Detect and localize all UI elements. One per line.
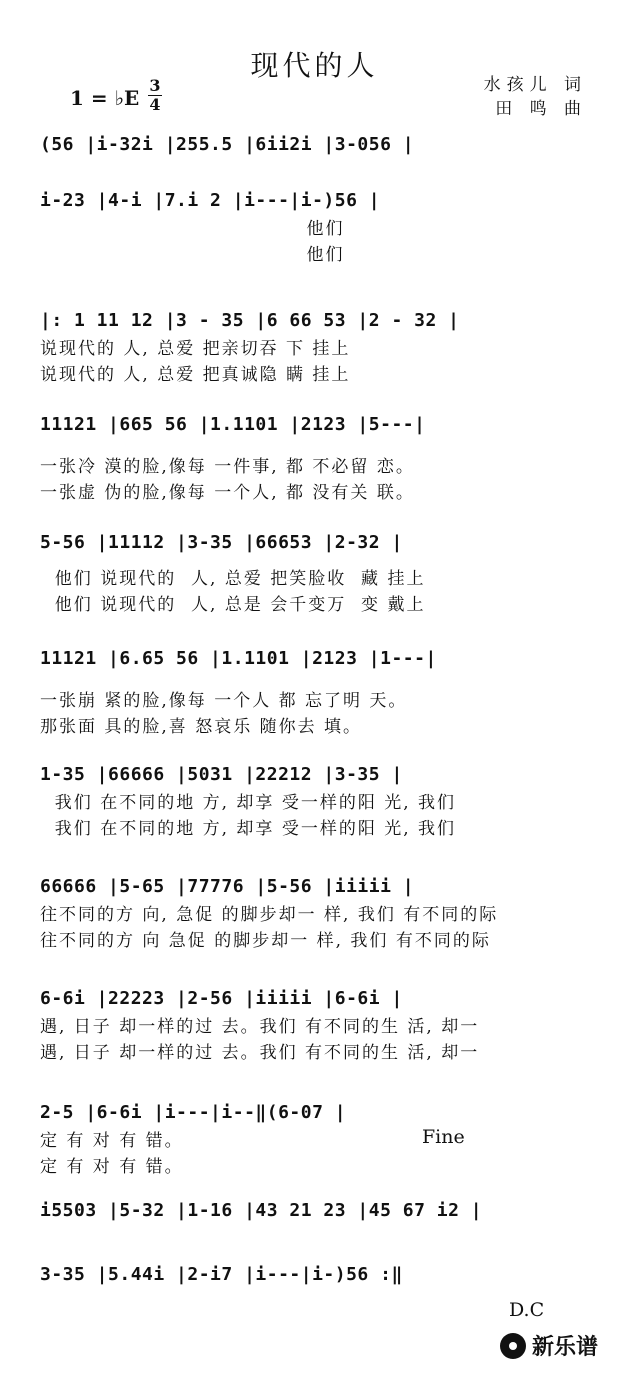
system-8 (40, 872, 588, 954)
system-7 (40, 760, 588, 842)
notation-line: 11121 |6.65 56 |1.1101 |2123 |1---| (40, 648, 437, 669)
lyric-verse-2: 他们 说现代的 人, 总是 会千变万 变 戴上 (40, 595, 426, 615)
notation-line: i5503 |5-32 |1-16 |43 21 23 |45 67 i2 | (40, 1200, 483, 1221)
lyric-verse-2: 遇, 日子 却一样的过 去。我们 有不同的生 活, 却一 (40, 1043, 480, 1063)
key-signature: 1 = ♭E (70, 86, 140, 110)
meter-bottom: 4 (149, 95, 161, 114)
lyric-verse-2: 我们 在不同的地 方, 却享 受一样的阳 光, 我们 (40, 819, 457, 839)
notation-line: 3-35 |5.44i |2-i7 |i---|i-)56 :‖ (40, 1264, 403, 1285)
lyric-verse-2: 一张虚 伪的脸,像每 一个人, 都 没有关 联。 (40, 483, 415, 503)
composer-credit: 田 鸣 曲 (495, 99, 587, 119)
lyric-verse-2: 说现代的 人, 总爱 把真诚隐 瞒 挂上 (40, 365, 351, 385)
lyric-verse-1: 一张冷 漠的脸,像每 一件事, 都 不必留 恋。 (40, 457, 415, 477)
system-10 (40, 1098, 588, 1180)
lyric-verse-1: 一张崩 紧的脸,像每 一个人 都 忘了明 天。 (40, 691, 408, 711)
lyric-verse-1: 遇, 日子 却一样的过 去。我们 有不同的生 活, 却一 (40, 1017, 480, 1037)
lyricist-credit: 水孩儿 词 (483, 75, 587, 95)
meter-top: 3 (149, 76, 161, 95)
lyric-verse-1: 定 有 对 有 错。 (40, 1131, 184, 1151)
notation-line: 6-6i |22223 |2-56 |iiiii |6-6i | (40, 988, 403, 1009)
notation-line: 2-5 |6-6i |i---|i--‖(6-07 | (40, 1102, 347, 1123)
lyric-verse-1: 我们 在不同的地 方, 却享 受一样的阳 光, 我们 (40, 793, 457, 813)
site-logo (500, 1330, 598, 1361)
notation-line: 1-35 |66666 |5031 |22212 |3-35 | (40, 764, 403, 785)
lyric-verse-2: 那张面 具的脸,喜 怒哀乐 随你去 填。 (40, 717, 363, 737)
lyric-verse-1: 说现代的 人, 总爱 把亲切吞 下 挂上 (40, 339, 351, 359)
lyric-verse-1: 往不同的方 向, 急促 的脚步却一 样, 我们 有不同的际 (40, 905, 499, 925)
notation-line: 11121 |665 56 |1.1101 |2123 |5---| (40, 414, 426, 435)
lyric-verse-2: 往不同的方 向 急促 的脚步却一 样, 我们 有不同的际 (40, 931, 491, 951)
time-signature (148, 78, 162, 113)
record-disc-icon (500, 1333, 526, 1359)
notation-line: 66666 |5-65 |77776 |5-56 |iiiii | (40, 876, 415, 897)
lyric-verse-1: 他们 (40, 219, 345, 239)
notation-line: 5-56 |11112 |3-35 |66653 |2-32 | (40, 532, 403, 553)
lyric-verse-2: 定 有 对 有 错。 (40, 1157, 184, 1177)
system-1 (40, 130, 588, 160)
system-2 (40, 186, 588, 268)
notation-line: |: 1 11 12 |3 - 35 |6 66 53 |2 - 32 | (40, 310, 460, 331)
system-5 (40, 528, 588, 618)
system-9 (40, 984, 588, 1066)
system-11 (40, 1196, 588, 1226)
notation-line: (56 |i-32i |255.5 |6ii2i |3-056 | (40, 134, 415, 155)
system-4 (40, 410, 588, 506)
fine-marker: Fine (422, 1126, 465, 1148)
lyric-verse-2: 他们 (40, 245, 345, 265)
logo-text: 新乐谱 (532, 1335, 599, 1360)
system-3 (40, 306, 588, 388)
dc-marker: D.C (509, 1299, 545, 1321)
lyric-verse-1: 他们 说现代的 人, 总爱 把笑脸收 藏 挂上 (40, 569, 426, 589)
notation-line: i-23 |4-i |7.i 2 |i---|i-)56 | (40, 190, 381, 211)
song-title: 现代的人 (250, 49, 379, 82)
system-12 (40, 1260, 588, 1290)
system-6 (40, 644, 588, 740)
